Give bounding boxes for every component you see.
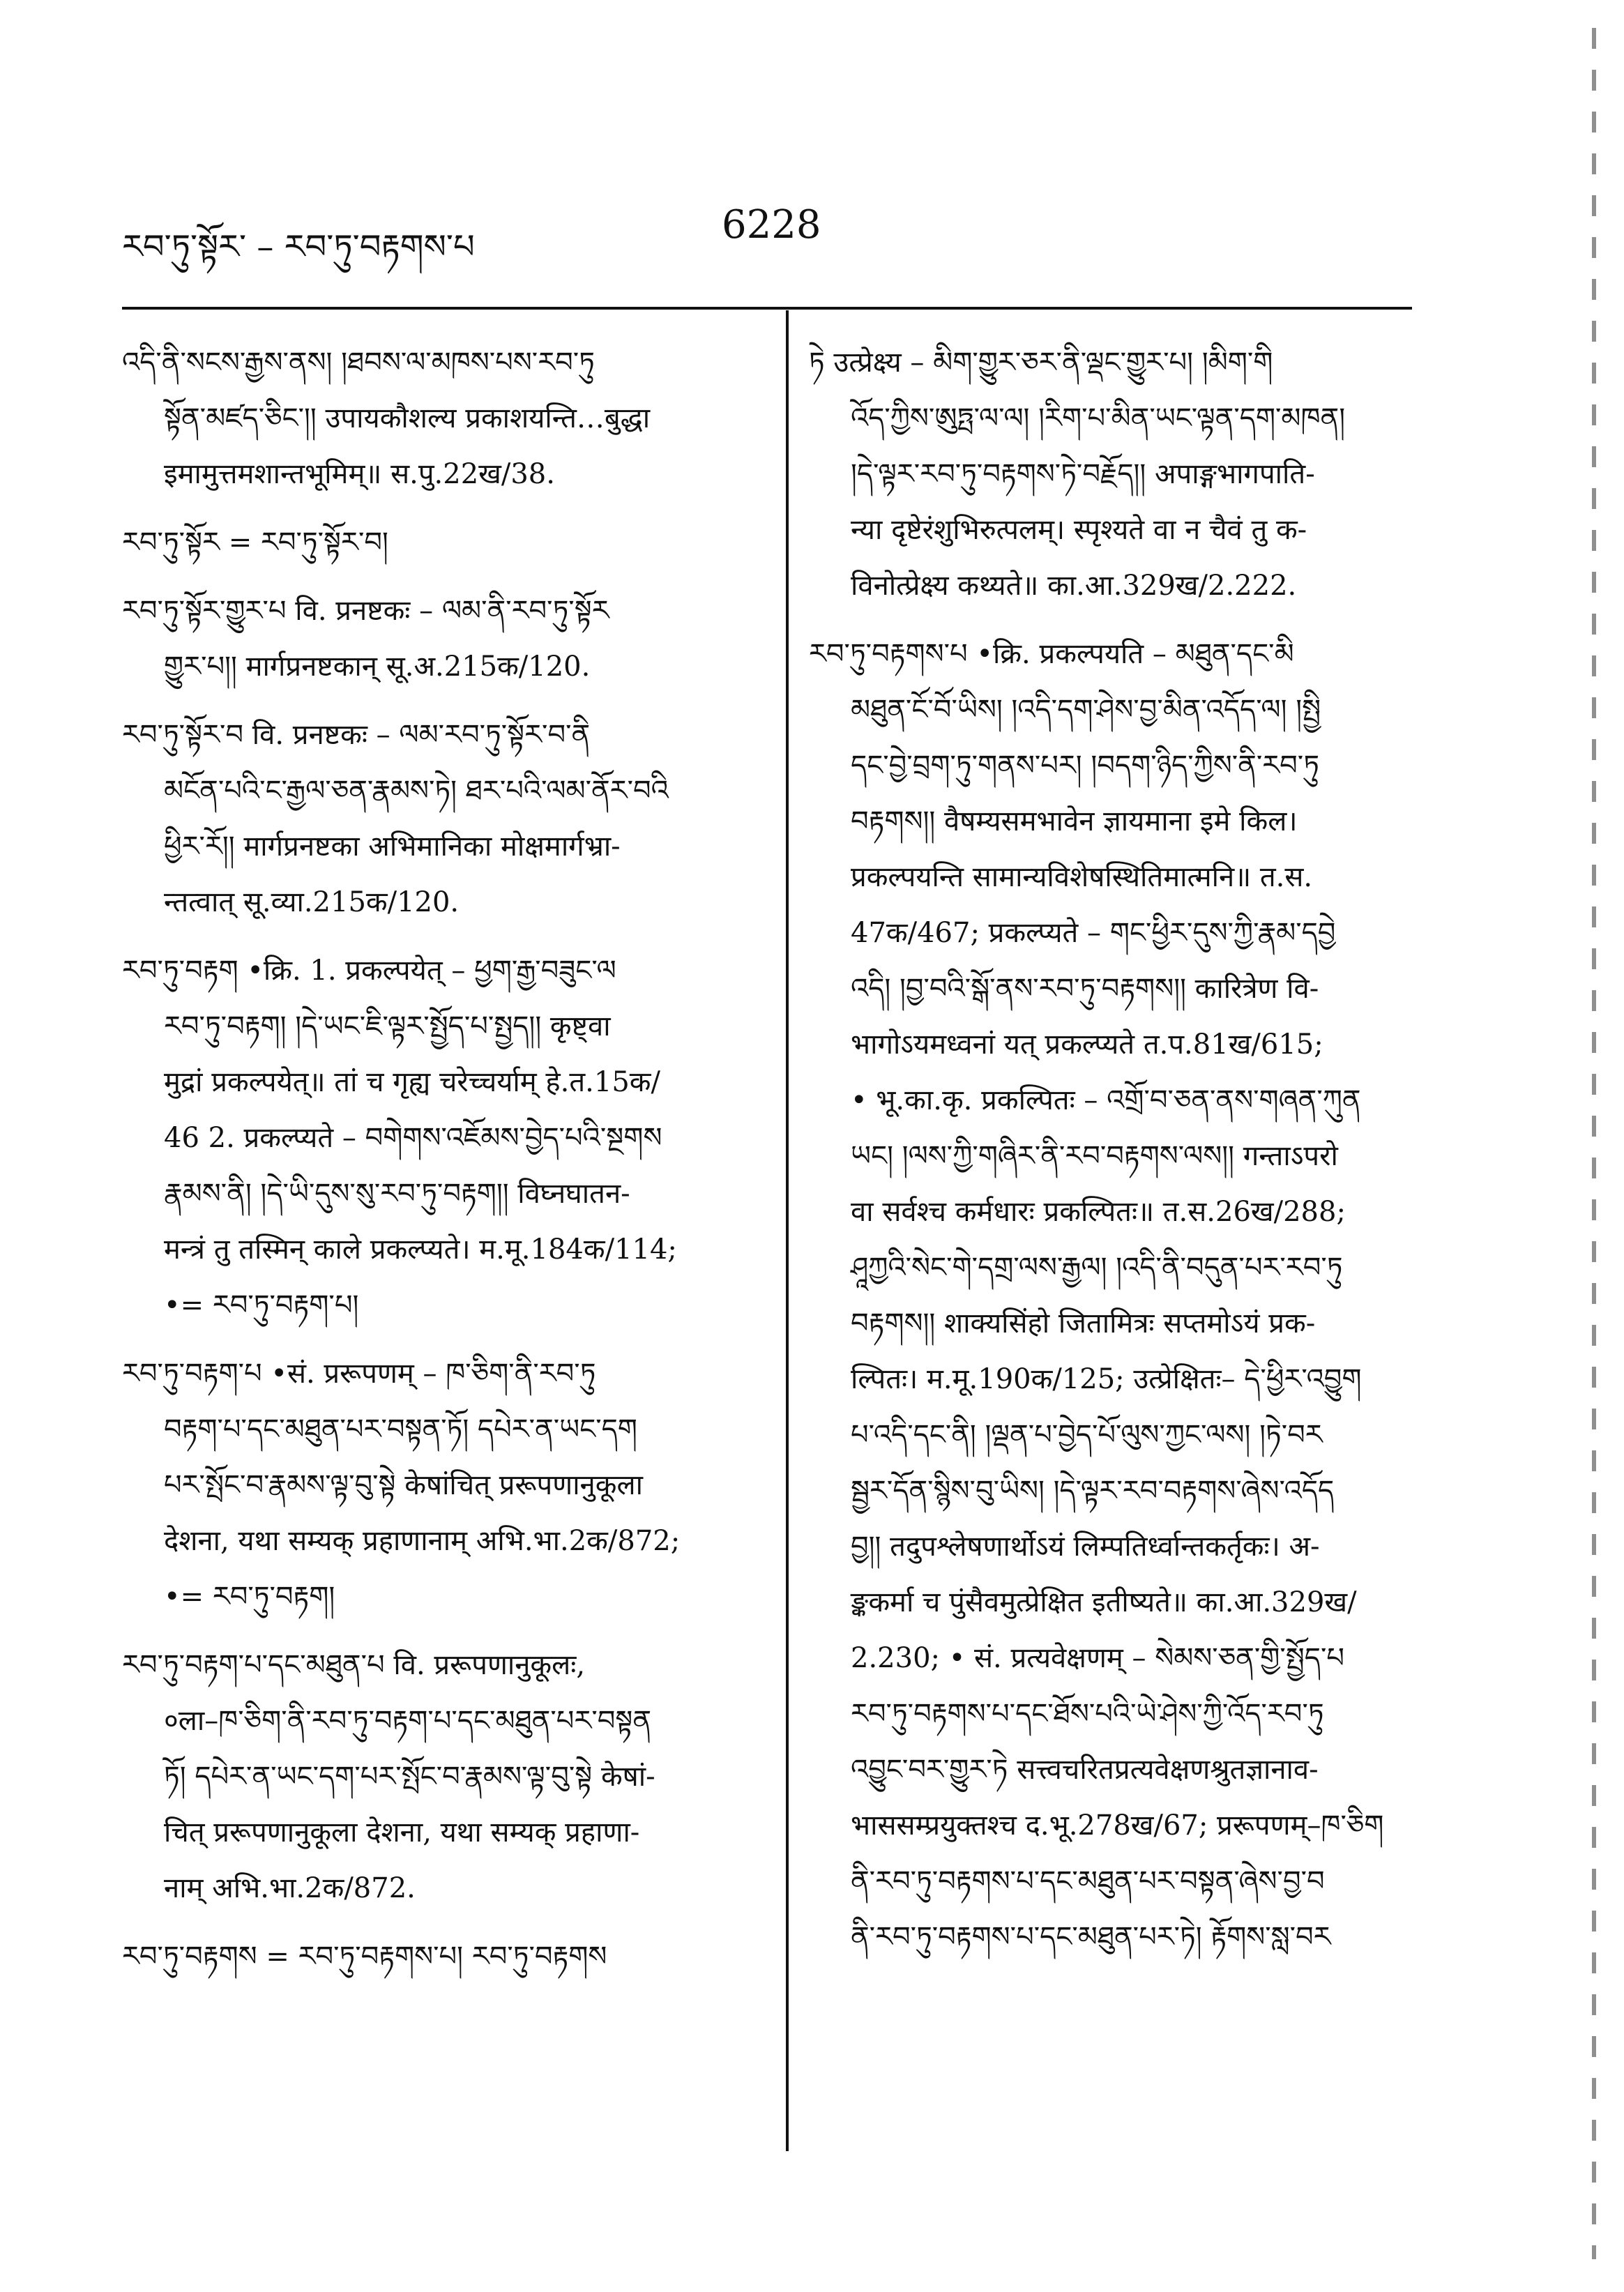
- dictionary-entry: [122, 515, 750, 570]
- entry-body: སྟོན་མཛད་ཅིང༌།། उपायकौशल्य प्रकाशयन्ति…बुद्धा इमामुत्तमशान्तभूमिम्॥ स.पु.22ख/38.: [164, 402, 651, 490]
- right-column: [809, 335, 1436, 1978]
- dictionary-entry: [122, 943, 750, 1333]
- entry-headword-line: འདི་ནི་སངས་རྒྱས་ནས། །ཐབས་ལ་མཁས་པས་རབ་ཏུ: [122, 347, 595, 379]
- entry-body: ०ला–ཁ་ཅིག་ནི་རབ་ཏུ་བརྟག་པ་དང་མཐུན་པར་བསྟན ཏོ། དཔེར་ན་ཡང་དག་པར་སྤོང་བ་རྣམས་ལྟ་བུ་སྟེ केषां- चित् प्ररूपणानुकूला देशना, यथा सम्यक् प्रहाणा- नाम् अभि.भा.2क/872.: [164, 1705, 655, 1904]
- entry-headword-line: རབ་ཏུ་བརྟག་པ •सं. प्ररूपणम् – ཁ་ཅིག་ནི་རབ་ཏུ: [122, 1358, 596, 1390]
- header-rule: [122, 307, 1412, 310]
- entry-body: བརྟག་པ་དང་མཐུན་པར་བསྟན་ཏོ། དཔེར་ན་ཡང་དག པར་སྤོང་བ་རྣམས་ལྟ་བུ་སྟེ केषांचित् प्ररूपणानुकूला देशना, यथा सम्यक् प्रहाणानाम् अभि.भा.2क/872; •= རབ་ཏུ་བརྟག།: [164, 1413, 681, 1613]
- dictionary-entry: [809, 626, 1436, 1965]
- dictionary-entry: [122, 1929, 750, 1984]
- dictionary-entry: [122, 583, 750, 695]
- running-head: རབ་ཏུ་སྟོར་ – རབ་ཏུ་བརྟགས་པ: [122, 227, 475, 266]
- entry-headword-line: ཏེ उत्प्रेक्ष्य – མིག་གྱུར་ཅར་ནི་ལྡང་གྱུར་པ། །མིག་གི: [809, 347, 1273, 379]
- dictionary-entry: [122, 707, 750, 930]
- entry-body: མཐུན་ངོ་བོ་ཡིས། །འདི་དག་ཤེས་བྱ་མིན་འདོད་ལ། །སྤྱི དང་བྱེ་བྲག་ཏུ་གནས་པར། །བདག་ཉིད་ཀྱིས་ནི་རབ་ཏུ བརྟགས།། वैषम्यसमभावेन ज्ञायमाना इमे किल। प्रकल्पयन्ति सामान्यविशेषस्थितिमात्मनि॥ त.स. 47क/467; प्रकल्प्यते – གང་ཕྱིར་དུས་ཀྱི་རྣམ་དབྱེ འདི། །བྱ་བའི་སྒོ་ནས་རབ་ཏུ་བརྟགས།། कारित्रेण वि- भागोऽयमध्वनां यत् प्रकल्प्यते त.प.81ख/615; • भू.का.कृ. प्रकल्पितः – འགྲོ་བ་ཅན་ནས་གཞན་ཀུན ཡང། །ལས་ཀྱི་གཞིར་ནི་རབ་བརྟགས་ལས།། गन्ताऽपरो वा सर्वश्च कर्मधारः प्रकल्पितः॥ त.स.26ख/288; ཤཱཀྱའི་སེང་གེ་དགྲ་ལས་རྒྱལ། །འདི་ནི་བདུན་པར་རབ་ཏུ བརྟགས།། शाक्यसिंहो जितामित्रः सप्तमोऽयं प्रक- ल्पितः। म.मू.190क/125; उत्प्रेक्षितः– དེ་ཕྱིར་འབྱུག པ་འདི་དང་ནི། །ལྡན་པ་བྱེད་པོ་ལུས་ཀྱང་ལས། །ཏེ་བར སྦྱར་དོན་སྙིས་བུ་ཡིས། །དེ་ལྟར་རབ་བརྟགས་ཞེས་འདོད བྱ།། तदुपश्लेषणार्थोऽयं लिम्पतिर्ध्वान्तकर्तृकः। अ- ङ्ककर्मा च पुंसैवमुत्प्रेक्षित इतीष्यते॥ का.आ.329ख/ 2.230; • सं. प्रत्यवेक्षणम् – སེམས་ཅན་གྱི་སྤྱོད་པ རབ་ཏུ་བརྟགས་པ་དང་ཐོས་པའི་ཡེ་ཤེས་ཀྱི་འོད་རབ་ཏུ འབྱུང་བར་གྱུར་ཏེ सत्त्वचरितप्रत्यवेक्षणश्रुतज्ञानाव- भाससम्प्रयुक्तश्च द.भू.278ख/67; प्ररूपणम्–ཁ་ཅིག ནི་རབ་ཏུ་བརྟགས་པ་དང་མཐུན་པར་བསྟན་ཞེས་བྱ་བ ནི་རབ་ཏུ་བརྟགས་པ་དང་མཐུན་པར་ཏེ། རྟོགས་སླ་བར: [851, 694, 1384, 1953]
- entry-headword-line: རབ་ཏུ་བརྟགས = རབ་ཏུ་བརྟགས་པ། རབ་ཏུ་བརྟགས: [122, 1941, 607, 1973]
- entry-headword-line: རབ་ཏུ་སྟོར = རབ་ཏུ་སྟོར་བ།: [122, 526, 388, 559]
- entry-headword-line: རབ་ཏུ་སྟོར་གྱུར་པ वि. प्रनष्टकः – ལམ་ནི་རབ་ཏུ་སྟོར: [122, 595, 609, 627]
- column-divider: [786, 310, 789, 2151]
- entry-headword-line: རབ་ཏུ་བརྟག་པ་དང་མཐུན་པ वि. प्ररूपणानुकूलः,: [122, 1649, 586, 1681]
- dictionary-entry: [122, 335, 750, 502]
- entry-body: མངོན་པའི་ང་རྒྱལ་ཅན་རྣམས་ཏེ། ཐར་པའི་ལམ་ནོར་བའི ཕྱིར་རོ།། मार्गप्रनष्टका अभिमानिका मोक्षमार्गभ्रा- न्तत्वात् सू.व्या.215क/120.: [164, 775, 669, 918]
- entry-headword-line: རབ་ཏུ་སྟོར་བ वि. प्रनष्टकः – ལམ་རབ་ཏུ་སྟོར་བ་ནི: [122, 719, 591, 751]
- entry-body: རབ་ཏུ་བརྟག། །དེ་ཡང་ཇི་ལྟར་སྤྱོད་པ་སྤྱད།། कृष्ट्वा मुद्रां प्रकल्पयेत्॥ तां च गृह्य चरेच्चर्याम् हे.त.15क/ 46 2. प्रकल्प्यते – བགེགས་འཇོམས་བྱེད་པའི་སྔགས རྣམས་ནི། །དེ་ཡི་དུས་སུ་རབ་ཏུ་བརྟག།། विघ्नघातन- मन्त्रं तु तस्मिन् काले प्रकल्प्यते। म.मू.184क/114; •= རབ་ཏུ་བརྟག་པ།: [164, 1010, 677, 1321]
- dictionary-entry: [122, 1637, 750, 1916]
- entry-headword-line: རབ་ཏུ་བརྟག •क्रि. 1. प्रकल्पयेत् – ཕྱག་རྒྱ་བཟུང་ལ: [122, 955, 616, 987]
- dictionary-entry: [809, 335, 1436, 614]
- scan-edge-mark: [1592, 28, 1596, 2259]
- entry-body: འོད་ཀྱིས་ཨུཏྤ་ལ་ལ། །རིག་པ་མིན་ཡང་ལྟན་དག་མཁན། །དེ་ལྟར་རབ་ཏུ་བརྟགས་ཏེ་བརྗོད།། अपाङ्गभागपाति- न्या दृष्टेरंशुभिरुत्पलम्। स्पृश्यते वा न चैवं तु क- विनोत्प्रेक्ष्य कथ्यते॥ का.आ.329ख/2.222.: [851, 402, 1346, 602]
- dictionary-entry: [122, 1346, 750, 1625]
- entry-body: གྱུར་པ།། मार्गप्रनष्टकान् सू.अ.215क/120.: [164, 651, 591, 683]
- entry-headword-line: རབ་ཏུ་བརྟགས་པ •क्रि. प्रकल्पयति – མཐུན་དང་མི: [809, 638, 1294, 670]
- page-header: [122, 202, 1412, 266]
- page-number: 6228: [722, 202, 821, 248]
- left-column: [122, 335, 750, 1997]
